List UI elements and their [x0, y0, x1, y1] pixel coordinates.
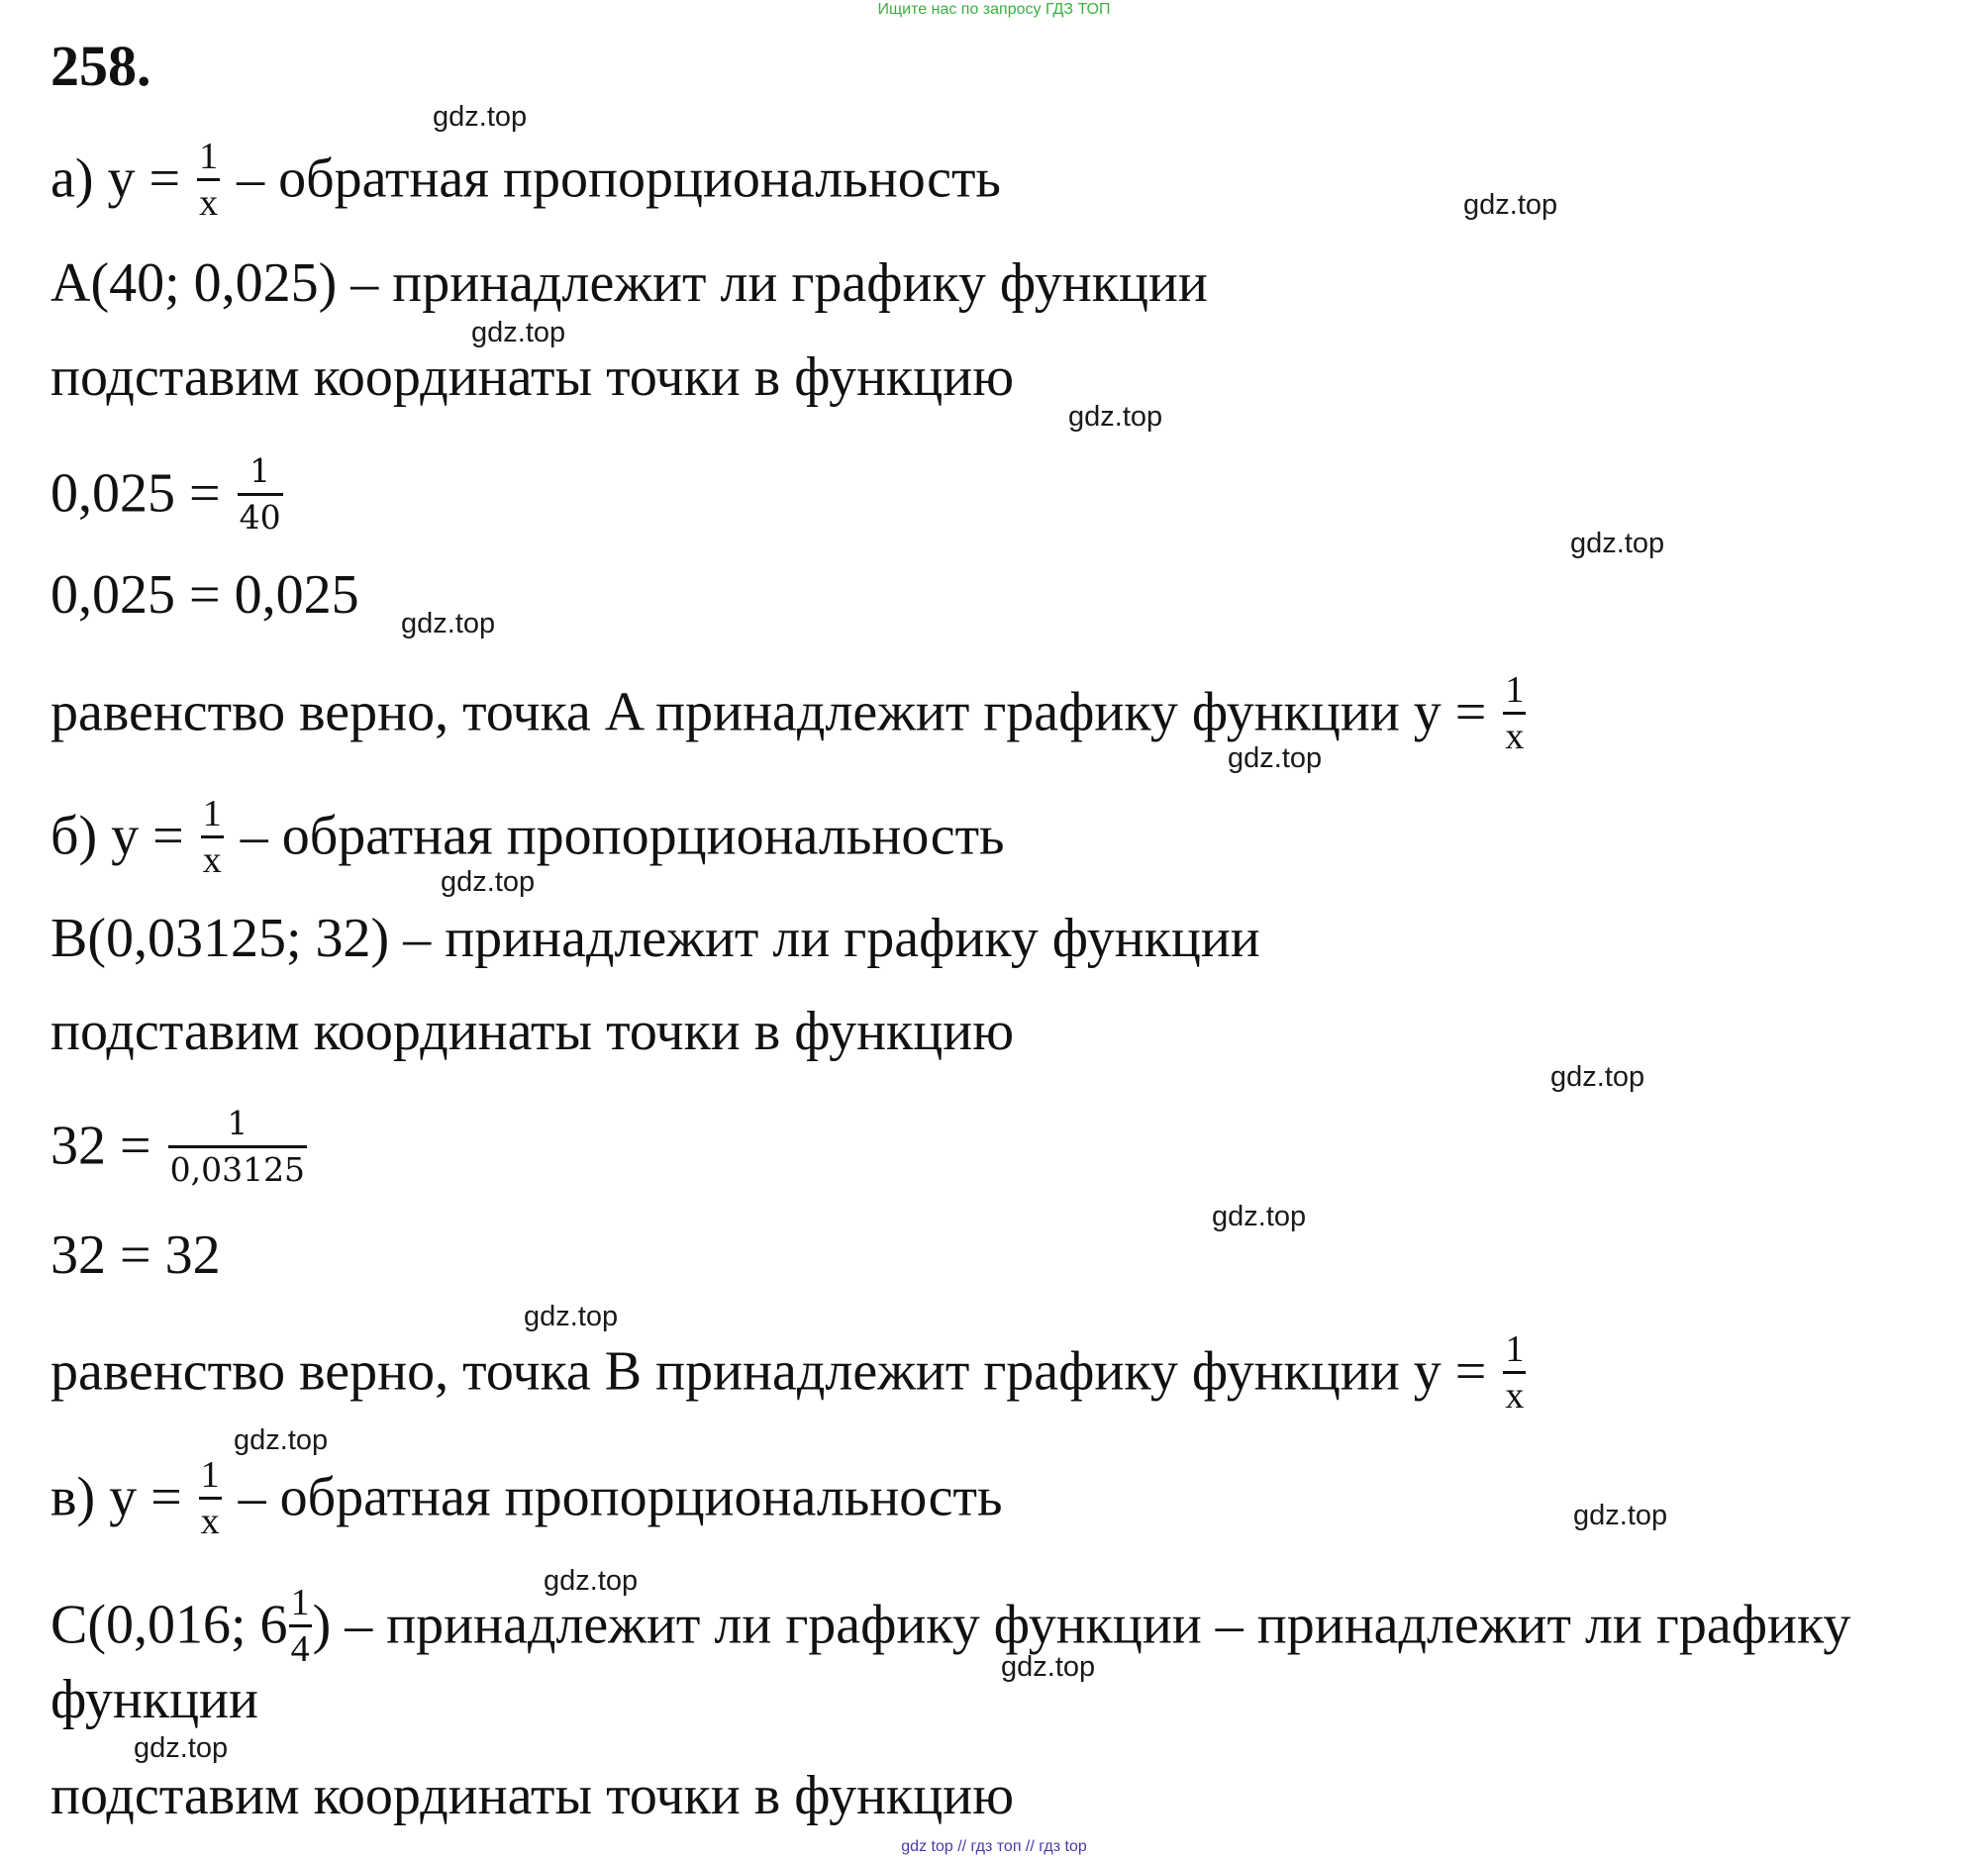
watermark: gdz.top — [234, 1424, 329, 1456]
watermark: gdz.top — [471, 317, 566, 348]
fraction-1-over-x — [1503, 1327, 1526, 1418]
fraction-denominator: x — [1505, 1375, 1525, 1417]
watermark: gdz.top — [524, 1301, 619, 1332]
fraction-denominator: x — [1505, 716, 1525, 757]
fraction-numerator: 1 — [1503, 1327, 1526, 1374]
watermark: gdz.top — [1228, 742, 1323, 774]
part-b-equation-2: 32 = 32 — [50, 1224, 221, 1286]
watermark: gdz.top — [1463, 189, 1558, 221]
fraction-1-over-40 — [238, 449, 283, 539]
part-a-description: – обратная пропорциональность — [223, 147, 1001, 210]
part-b-description: – обратная пропорциональность — [226, 805, 1005, 867]
part-c-point — [50, 1582, 1851, 1675]
fraction-1-over-x — [201, 792, 224, 882]
watermark: gdz.top — [1570, 528, 1665, 559]
fraction-denominator: 40 — [239, 498, 281, 537]
watermark: gdz.top — [1212, 1201, 1307, 1232]
part-b-point: B(0,03125; 32) – принадлежит ли графику функции — [50, 908, 1260, 969]
fraction-numerator: 1 — [168, 1102, 307, 1148]
watermark: gdz.top — [401, 608, 496, 639]
fraction-1-over-x — [1503, 668, 1526, 758]
watermark: gdz.top — [433, 101, 528, 133]
fraction-denominator: x — [200, 1501, 220, 1542]
watermark: gdz.top — [1001, 1651, 1096, 1683]
part-c-substitute: подставим координаты точки в функцию — [50, 1765, 1015, 1826]
mixed-fraction-one-quarter — [289, 1581, 312, 1671]
fraction-1-over-x — [199, 1453, 222, 1543]
equation-left: 32 = — [50, 1115, 165, 1177]
equation-left: 0,025 = — [50, 462, 235, 525]
point-end: ) – принадлежит ли графику функции – принадлежит ли графику — [312, 1594, 1851, 1656]
fraction-denominator: 4 — [290, 1628, 310, 1670]
watermark: gdz.top — [544, 1565, 639, 1597]
part-a-label: а) y = — [50, 147, 195, 210]
part-b-label: б) y = — [50, 805, 198, 867]
part-b-substitute: подставим координаты точки в функцию — [50, 1001, 1015, 1062]
fraction-numerator: 1 — [238, 449, 283, 496]
result-text: равенство верно, точка A принадлежит графику функции y = — [50, 681, 1501, 743]
fraction-numerator: 1 — [199, 1453, 222, 1500]
fraction-denominator: x — [199, 182, 219, 224]
fraction-denominator: 0,03125 — [169, 1150, 306, 1189]
part-a-equation-1 — [50, 453, 286, 543]
part-c-point-wrap: функции — [50, 1669, 258, 1730]
watermark: gdz.top — [134, 1732, 229, 1764]
part-a-point: A(40; 0,025) – принадлежит ли графику функции — [50, 252, 1208, 314]
fraction-numerator: 1 — [289, 1581, 312, 1627]
fraction-numerator: 1 — [197, 135, 220, 181]
part-a-equation-2: 0,025 = 0,025 — [50, 564, 359, 626]
footer-banner: gdz top // гдз топ // гдз top — [901, 1838, 1087, 1855]
watermark: gdz.top — [1573, 1500, 1668, 1531]
part-b-equation-1 — [50, 1106, 310, 1196]
point-start: C(0,016; 6 — [50, 1594, 288, 1656]
fraction-1-over-0-03125 — [168, 1102, 307, 1192]
part-c-function — [50, 1454, 1003, 1547]
part-c-label: в) y = — [50, 1466, 196, 1528]
fraction-numerator: 1 — [201, 792, 224, 838]
fraction-1-over-x — [197, 135, 220, 225]
part-a-function — [50, 136, 1001, 229]
watermark: gdz.top — [441, 866, 536, 898]
result-text: равенство верно, точка B принадлежит графику функции y = — [50, 1340, 1501, 1403]
fraction-numerator: 1 — [1503, 668, 1526, 715]
search-hint-banner: Ищите нас по запросу ГДЗ ТОП — [877, 1, 1111, 18]
watermark: gdz.top — [1550, 1061, 1645, 1093]
fraction-denominator: x — [202, 839, 222, 881]
part-b-result — [50, 1328, 1529, 1421]
part-c-description: – обратная пропорциональность — [224, 1466, 1003, 1528]
part-a-substitute: подставим координаты точки в функцию — [50, 346, 1015, 408]
task-number: 258. — [50, 34, 151, 98]
watermark: gdz.top — [1068, 401, 1163, 433]
